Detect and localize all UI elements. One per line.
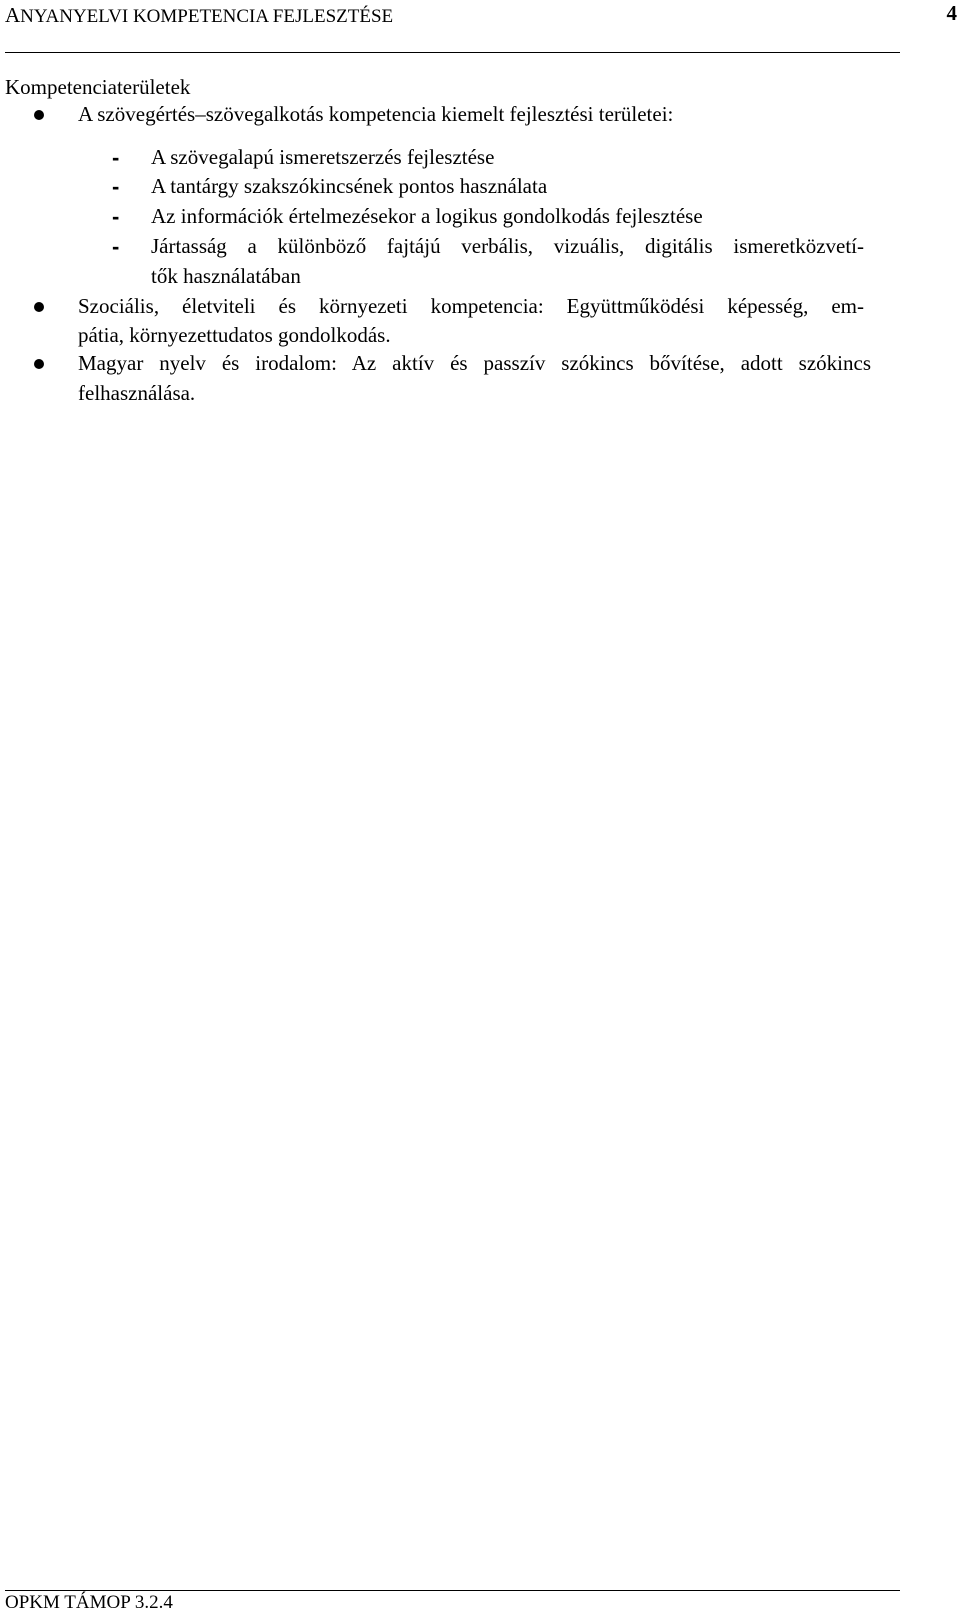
bullet-marker bbox=[34, 110, 44, 120]
bullet-text-2-continued: pátia, környezettudatos gondolkodás. bbox=[78, 323, 391, 347]
bullet-text-3-continued: felhasználása. bbox=[78, 381, 196, 405]
footer-rule bbox=[5, 1590, 900, 1591]
dash-marker: - bbox=[112, 174, 120, 199]
header-title-initial: A bbox=[5, 3, 21, 27]
bullet-text-1: A szövegértés–szövegalkotás kompetencia kiemelt fejlesztési területei: bbox=[78, 102, 674, 126]
header-title-rest: NYANYELVI KOMPETENCIA FEJLESZTÉSE bbox=[20, 6, 394, 27]
dash-marker: - bbox=[112, 204, 120, 229]
dash-marker: - bbox=[112, 234, 120, 259]
sub-item-4: Jártasság a különböző fajtájú verbális, vizuális, digitális ismeretközvetí- bbox=[151, 234, 864, 258]
sub-item-2: A tantárgy szakszókincsének pontos használata bbox=[151, 174, 548, 198]
page-header bbox=[5, 0, 957, 53]
section-title: Kompetenciaterületek bbox=[5, 75, 191, 99]
sub-item-1: A szövegalapú ismeretszerzés fejlesztése bbox=[151, 145, 495, 169]
footer-text: OPKM TÁMOP 3.2.4 bbox=[5, 1592, 173, 1613]
dash-marker: - bbox=[112, 145, 120, 170]
page-number: 4 bbox=[946, 1, 957, 25]
bullet-text-3: Magyar nyelv és irodalom: Az aktív és passzív szókincs bővítése, adott szókincs bbox=[78, 351, 871, 375]
header-title bbox=[5, 3, 393, 28]
sub-item-4-continued: tők használatában bbox=[151, 264, 301, 288]
bullet-marker bbox=[34, 302, 44, 312]
sub-item-3: Az információk értelmezésekor a logikus gondolkodás fejlesztése bbox=[151, 204, 703, 228]
bullet-text-2: Szociális, életviteli és környezeti kompetencia: Együttműködési képesség, em- bbox=[78, 294, 864, 318]
bullet-marker bbox=[34, 359, 44, 369]
